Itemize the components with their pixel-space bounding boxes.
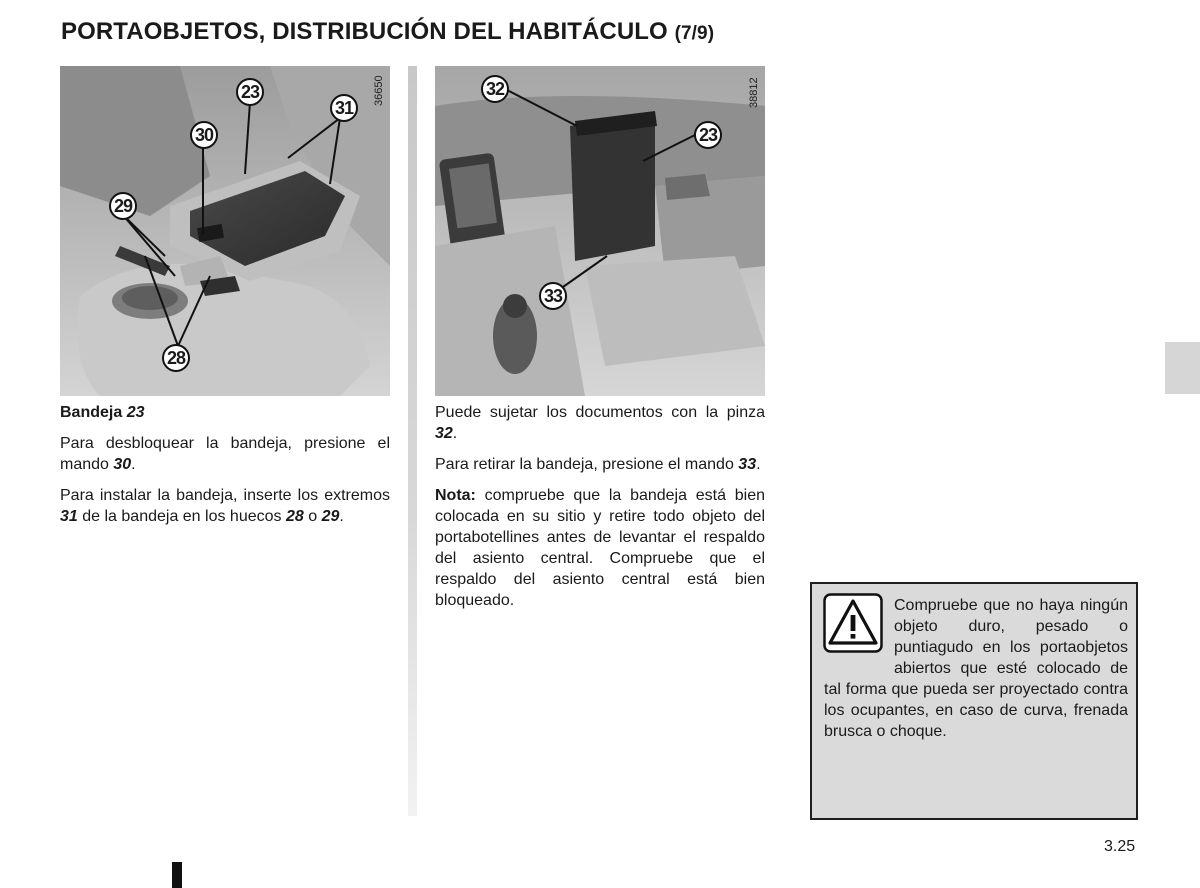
callout-23-left: [236, 78, 264, 106]
note-text: compruebe que la bandeja está bien colocada en su sitio y retire todo objeto del portabotellines antes de levantar el respaldo del asiento central. Compruebe que el respaldo del asiento central está bien bloqueado.: [435, 487, 765, 609]
install-number-28: 28: [285, 508, 304, 525]
figure-ref-number: 36650: [373, 75, 385, 106]
callout-label: 32: [485, 79, 505, 99]
documents-end: .: [452, 425, 458, 442]
unlock-paragraph: [60, 433, 390, 475]
tray-heading-number: 23: [126, 404, 145, 421]
note-paragraph: [435, 485, 765, 611]
callout-23-right: [694, 121, 722, 149]
callout-label: 28: [166, 348, 186, 368]
documents-paragraph: [435, 402, 765, 444]
figure-console-tray: [60, 66, 390, 396]
callout-label: 23: [240, 82, 260, 102]
page-title: [61, 18, 714, 46]
callout-28: [162, 344, 190, 372]
page-number: 3.25: [1104, 838, 1136, 855]
column-2-text: [435, 402, 765, 621]
install-paragraph: [60, 485, 390, 527]
install-number-31: 31: [60, 508, 78, 525]
figure-dashboard-tray: [435, 66, 765, 396]
print-mark: [172, 862, 182, 888]
remove-paragraph: [435, 454, 765, 475]
install-end: .: [339, 508, 344, 525]
documents-text: Puede sujetar los documentos con la pinza: [435, 404, 765, 421]
remove-text: Para retirar la bandeja, presione el mando: [435, 456, 734, 473]
unlock-number: 30: [113, 456, 132, 473]
callout-33: [539, 282, 567, 310]
callout-32: [481, 75, 509, 103]
callout-label: 33: [543, 286, 563, 306]
install-text-mid: de la bandeja en los huecos: [82, 508, 282, 525]
warning-text: Compruebe que no haya ningún objeto duro, pesado o puntiagudo en los portaobjetos abiertos que esté colocado de tal forma que pueda ser proyectado contra los ocupantes, en caso de curva, frenada brusca o choque.: [824, 597, 1128, 740]
page-title-text: PORTAOBJETOS, DISTRIBUCIÓN DEL HABITÁCULO: [61, 18, 668, 45]
callout-label: 23: [698, 125, 718, 145]
callout-29: [109, 192, 137, 220]
install-text-or: o: [308, 508, 318, 525]
callout-30: [190, 121, 218, 149]
chapter-tab: [1165, 342, 1200, 394]
warning-box: [810, 582, 1138, 820]
callout-label: 29: [113, 196, 133, 216]
remove-number: 33: [738, 456, 757, 473]
figure-ref-number: 38812: [748, 77, 760, 108]
unlock-text: Para desbloquear la bandeja, presione el mando: [60, 435, 390, 473]
tray-heading: [60, 402, 390, 423]
column-divider: [408, 66, 417, 816]
tray-heading-label: Bandeja: [60, 404, 123, 421]
note-label: Nota:: [435, 487, 476, 504]
unlock-end: .: [131, 456, 136, 473]
callout-label: 30: [194, 125, 214, 145]
install-number-29: 29: [321, 508, 340, 525]
warning-text-block: [824, 595, 1128, 742]
page-title-part: (7/9): [674, 23, 715, 44]
callout-label: 31: [334, 98, 354, 118]
documents-number: 32: [435, 425, 453, 442]
callout-31: [330, 94, 358, 122]
column-1-text: [60, 402, 390, 537]
install-text: Para instalar la bandeja, inserte los extremos: [60, 487, 390, 504]
callout-layer: [435, 66, 765, 396]
warning-icon-spacer: [824, 595, 894, 675]
remove-end: .: [756, 456, 761, 473]
